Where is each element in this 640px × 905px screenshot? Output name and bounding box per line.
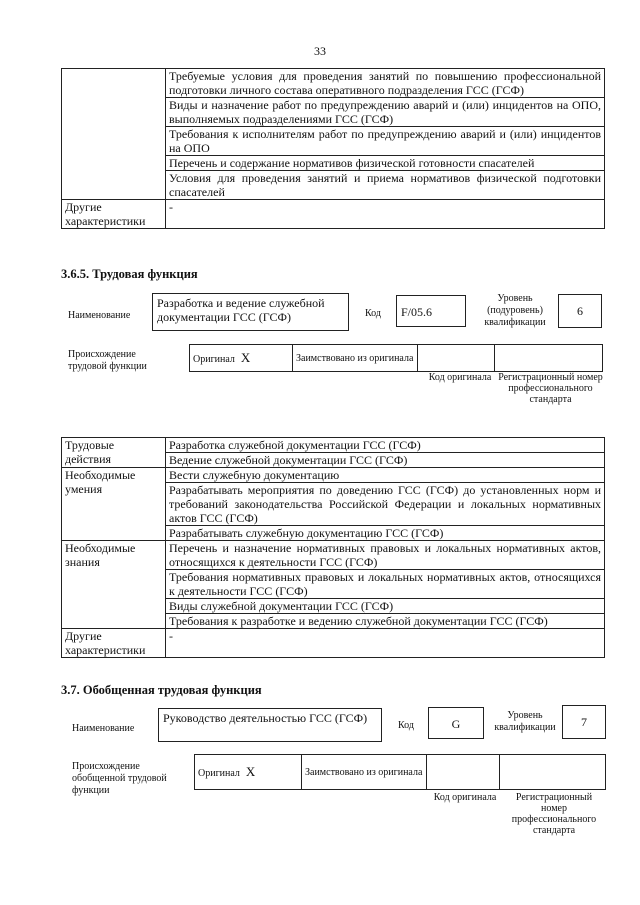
- other-characteristics-label: Другие характеристики: [62, 200, 166, 229]
- labour-function-table: [61, 437, 605, 658]
- list-item: Вести служебную документацию: [166, 468, 605, 483]
- level-box: 7: [562, 705, 606, 739]
- table-row: [62, 438, 605, 453]
- list-item: Виды служебной документации ГСС (ГСФ): [166, 599, 605, 614]
- level-label: Уровень (подуровень) квалификации: [484, 293, 546, 328]
- other-characteristics-label: Другие характеристики: [62, 629, 166, 658]
- list-item: Виды и назначение работ по предупреждению аварий и (или) инцидентов на ОПО, выполняемых подразделениями ГСС (ГСФ): [166, 98, 605, 127]
- list-item: Разрабатывать мероприятия по доведению ГСС (ГСФ) до установленных норм и требований законодательства Российской Федерации и локальных нормативных актов ГСС (ГСФ): [166, 483, 605, 526]
- function-name-box: Руководство деятельностью ГСС (ГСФ): [158, 708, 382, 742]
- other-characteristics-value: -: [166, 629, 605, 658]
- reg-number-caption: Регистрационный номер профессионального стандарта: [498, 372, 603, 405]
- borrowed-cell: Заимствовано из оригинала: [293, 345, 418, 372]
- level-box: 6: [558, 294, 602, 328]
- table-row: [62, 541, 605, 570]
- code-label: Код: [365, 308, 381, 319]
- original-mark: X: [245, 763, 256, 779]
- list-item: Разработка служебной документации ГСС (ГСФ): [166, 438, 605, 453]
- list-item: Перечень и содержание нормативов физической готовности спасателей: [166, 156, 605, 171]
- list-item: Требования к исполнителям работ по предупреждению аварий и (или) инцидентов на ОПО: [166, 127, 605, 156]
- section-heading-365: 3.6.5. Трудовая функция: [61, 267, 198, 281]
- list-item: Перечень и назначение нормативных правовых и локальных нормативных актов, относящихся к деятельности ГСС (ГСФ): [166, 541, 605, 570]
- code-original-cell: [418, 345, 495, 372]
- origin-table: [189, 344, 603, 372]
- borrowed-cell: Заимствовано из оригинала: [302, 755, 427, 790]
- origin-table: [194, 754, 606, 790]
- original-mark: X: [240, 349, 251, 365]
- list-item: Требования к разработке и ведению служебной документации ГСС (ГСФ): [166, 614, 605, 629]
- reg-number-cell: [495, 345, 603, 372]
- original-label: Оригинал: [193, 353, 235, 365]
- table-row: [62, 200, 605, 229]
- code-box: F/05.6: [396, 295, 466, 327]
- table-row: [62, 468, 605, 483]
- original-cell: [190, 345, 293, 372]
- origin-label: Происхождение обобщенной трудовой функции: [72, 761, 167, 796]
- function-name-box: Разработка и ведение служебной документации ГСС (ГСФ): [152, 293, 349, 331]
- list-item: Ведение служебной документации ГСС (ГСФ): [166, 453, 605, 468]
- label-cell: [62, 69, 166, 200]
- level-label: Уровень квалификации: [494, 710, 556, 733]
- list-item: Требуемые условия для проведения занятий по повышению профессиональной подготовки личного состава оперативного подразделения ГСС (ГСФ): [166, 69, 605, 98]
- code-original-caption: Код оригинала: [428, 372, 492, 383]
- name-label: Наименование: [68, 310, 131, 321]
- knowledge-label: Необходимые знания: [62, 541, 166, 629]
- name-label: Наименование: [72, 723, 135, 734]
- table-row: [62, 629, 605, 658]
- actions-label: Трудовые действия: [62, 438, 166, 468]
- code-original-cell: [427, 755, 500, 790]
- code-label: Код: [398, 720, 414, 731]
- code-box: G: [428, 707, 484, 739]
- list-item: Разрабатывать служебную документацию ГСС (ГСФ): [166, 526, 605, 541]
- skills-label: Необходимые умения: [62, 468, 166, 541]
- list-item: Требования нормативных правовых и локальных нормативных актов, относящихся к деятельности ГСС (ГСФ): [166, 570, 605, 599]
- page-number: 33: [314, 44, 326, 58]
- other-characteristics-value: -: [166, 200, 605, 229]
- section-heading-37: 3.7. Обобщенная трудовая функция: [61, 683, 262, 697]
- reg-number-caption: Регистрационный номер профессионального стандарта: [511, 792, 597, 836]
- table-row: [62, 69, 605, 98]
- top-table: [61, 68, 605, 229]
- original-cell: [195, 755, 302, 790]
- code-original-caption: Код оригинала: [433, 792, 497, 803]
- list-item: Условия для проведения занятий и приема нормативов физической подготовки спасателей: [166, 171, 605, 200]
- origin-label: Происхождение трудовой функции: [68, 349, 147, 372]
- original-label: Оригинал: [198, 767, 240, 779]
- reg-number-cell: [500, 755, 606, 790]
